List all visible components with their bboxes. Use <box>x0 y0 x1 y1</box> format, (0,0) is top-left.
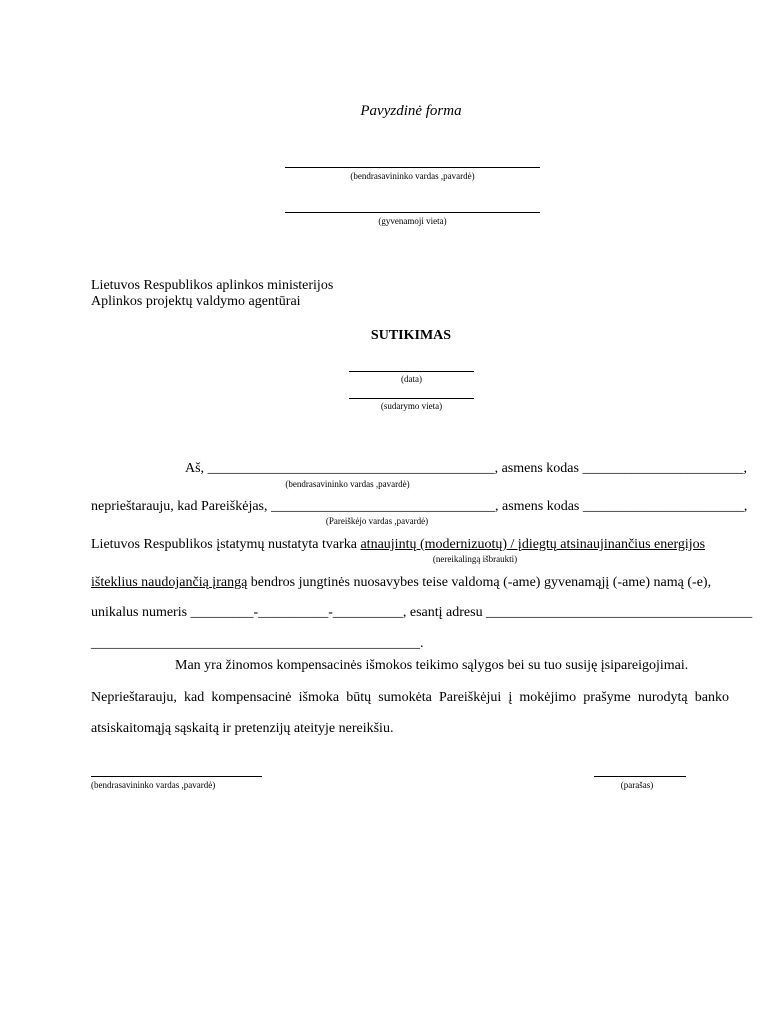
applicant-name-blank[interactable]: ________________________________ <box>271 499 495 514</box>
signature-line <box>594 776 686 777</box>
residence-caption: (gyvenamoji vieta) <box>378 216 447 226</box>
para-2-line-2: Neprieštarauju, kad kompensacinė išmoka būtų sumokėta Pareiškėjui į mokėjimo prašyme nurodytą banko <box>91 690 729 705</box>
body-line-1-start: Aš, <box>185 461 208 476</box>
addressee-line-2: Aplinkos projektų valdymo agentūrai <box>91 294 301 309</box>
body-line-2-end: , <box>743 499 748 514</box>
body-line-4-rest: bendros jungtinės nuosavybes teise valdomą (-ame) gyvenamąjį (-ame) namą (-e), <box>247 575 712 590</box>
body-line-3-start: Lietuvos Respublikos įstatymų nustatyta tvarka <box>91 537 361 552</box>
body-line-2-mid: , asmens kodas <box>495 499 583 514</box>
owner-code-blank[interactable]: _______________________ <box>582 461 744 476</box>
signature-caption: (parašas) <box>620 780 654 790</box>
addressee-line-1: Lietuvos Respublikos aplinkos ministerijos <box>91 278 334 293</box>
body-line-1-mid: , asmens kodas <box>494 461 583 476</box>
body-line-1-end: , <box>743 461 747 476</box>
applicant-code-blank[interactable]: _______________________ <box>582 499 744 514</box>
residence-line <box>285 212 540 213</box>
body-line-2 <box>91 499 747 515</box>
date-caption: (data) <box>401 374 422 384</box>
body-line-3-underlined: atnaujintų (modernizuotų) / įdiegtų atsinaujinančius energijos <box>360 537 706 552</box>
owner-name-blank[interactable]: _________________________________________ <box>207 461 495 476</box>
para-2-line-3: atsiskaitomąją sąskaitą ir pretenzijų ateityje nereikšiu. <box>91 721 394 736</box>
body-line-4 <box>91 575 711 591</box>
date-line <box>349 371 474 372</box>
body-line-3-caption: (nereikalingą išbraukti) <box>432 554 518 564</box>
body-line-4-underlined: išteklius naudojančią įrangą <box>91 575 248 590</box>
signature-name-line <box>91 776 262 777</box>
document-heading: SUTIKIMAS <box>370 328 452 343</box>
owner-name-line <box>285 167 540 168</box>
body-line-2-start: neprieštarauju, kad Pareiškėjas, <box>91 499 271 514</box>
body-line-2-caption: (Pareiškėjo vardas ,pavardė) <box>325 516 429 526</box>
place-line <box>349 398 474 399</box>
body-line-3 <box>91 537 705 553</box>
body-line-5: unikalus numeris _________-__________-__________, esantį adresu ______________________________________ <box>91 605 753 620</box>
body-line-1 <box>185 461 747 477</box>
body-line-6: _______________________________________________. <box>91 636 424 651</box>
form-title: Pavyzdinė forma <box>360 103 462 119</box>
para-2-line-1: Man yra žinomos kompensacinės išmokos teikimo sąlygos bei su tuo susiję įsipareigojimai. <box>175 658 689 673</box>
signature-name-caption: (bendrasavininko vardas ,pavardė) <box>91 780 216 790</box>
place-caption: (sudarymo vieta) <box>380 401 443 411</box>
owner-name-caption: (bendrasavininko vardas ,pavardė) <box>350 171 475 181</box>
body-line-1-caption: (bendrasavininko vardas ,pavardė) <box>285 479 410 489</box>
